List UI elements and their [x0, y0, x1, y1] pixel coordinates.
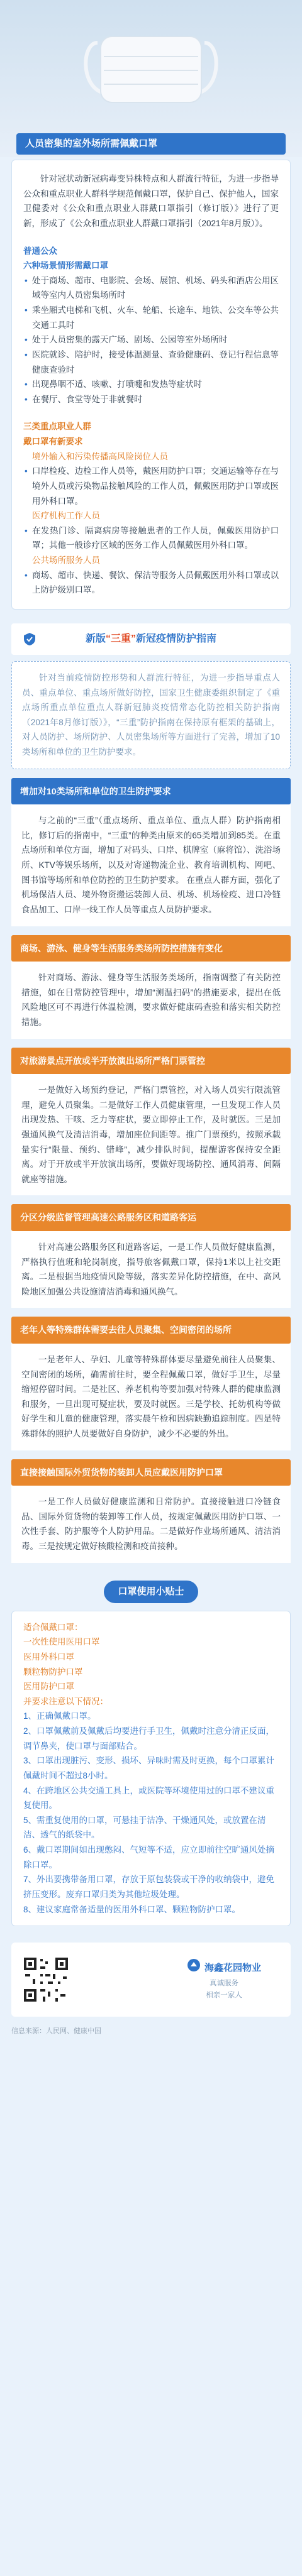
public-six-heading: 六种场景情形需戴口罩 [23, 261, 108, 271]
guide-notice [11, 661, 291, 769]
section-paragraph: 针对高速公路服务区和道路客运，一是工作人员做好健康监测，严格执行值班和轮岗制度，指导旅客佩戴口罩，保持1米以上社交距离。二是根据当地疫情风险等级，落实差异化防控措施，在中、高风险地区加强公共设施清洁消毒和通风换气。 [21, 1242, 281, 1296]
section-paragraph: 与之前的“三重”（重点场所、重点单位、重点人群）防护指南相比，修订后的指南中，“三重”的种类由原来的65类增加到85类。在重点场所和单位方面，增加了对码头、口岸、棋牌室（麻将馆）、洗浴场所、KTV等娱乐场所，以及对寄递物流企业、教育培训机构、网吧、图书馆等场所和单位防控的卫生防护要求。 在重点人群方面，强化了机场保洁人员、境外物资搬运装卸人员、机场、机场检疫、进口冷链食品加工、口岸一线工作人员等重点人员防护要求。 [21, 816, 281, 914]
section-title: 增加对10类场所和单位的卫生防护要求 [11, 778, 291, 805]
tips-rule: 8、建议家庭常备适量的医用外科口罩、颗粒物防护口罩。 [23, 1904, 241, 1914]
banner-highlight: “三重” [105, 633, 136, 644]
occupational-group-label: 境外输入和污染传播高风险岗位人员 [32, 451, 168, 461]
banner-pre: 新版 [85, 633, 106, 644]
public-item: • 乘坐厢式电梯和飞机、火车、轮船、长途车、地铁、公交车等公共交通工具时 [23, 303, 279, 332]
section-title: 老年人等特殊群体需要去往人员聚集、空间密闭的场所 [11, 1317, 291, 1344]
occupational-group-body: • 口岸检疫、边检工作人员等，戴医用防护口罩；交通运输等存在与境外人员或污染物品接触风险的工作人员，佩戴医用防护口罩或医用外科口罩。 [23, 464, 279, 508]
section-body [11, 1486, 291, 1563]
section-paragraph: 一是做好入场预约登记，严格门票管控，对入场人员实行限流管理，避免人员聚集。二是做好工作人员健康管理，一旦发现工作人员出现发热、干咳、乏力等症状，要立即停止工作，及时就医。三是加强通风换气及清洁消毒，增加座位间距等。推广门票预约，按照承载量实行“限量、预约、错峰”，减少排队时间，提醒游客保持安全距离。对于开放或半开放演出场所，要做好现场防控、通风消毒、间隔就座等措施。 [21, 1085, 281, 1184]
brand [187, 1958, 261, 1978]
tips-rules-head: 并要求注意以下情况： [23, 1696, 108, 1706]
section-body [11, 962, 291, 1039]
section [0, 935, 302, 1039]
tips-kind: 颗粒物防护口罩 [23, 1667, 83, 1677]
brand-block [167, 1958, 281, 2001]
section-title: 直接接触国际外贸货物的装卸人员应戴医用防护口罩 [11, 1459, 291, 1486]
mask-illustration [79, 18, 223, 129]
brand-slogan: 真诚服务 [210, 1980, 238, 1988]
occupational-group-body: • 商场、超市、快递、餐饮、保洁等服务人员佩戴医用外科口罩或以上防护级别口罩。 [23, 568, 279, 598]
section-body [11, 1344, 291, 1450]
section-title: 对旅游景点开放或半开放演出场所严格门票管控 [11, 1048, 291, 1075]
occupational-heading: 三类重点职业人群 [23, 422, 91, 432]
tips-kind: 医用外科口罩 [23, 1652, 74, 1662]
tips-rule: 1、正确佩戴口罩。 [23, 1711, 96, 1721]
tips-rule: 6、戴口罩期间如出现憋闷、气短等不适，应立即前往空旷通风处摘除口罩。 [23, 1845, 275, 1870]
tips-kind: 医用防护口罩 [23, 1682, 74, 1692]
public-item: • 处于商场、超市、电影院、会场、展馆、机场、码头和酒店公用区域等室内人员密集场所时 [23, 273, 279, 303]
occupational-group-label: 公共场所服务人员 [32, 556, 100, 565]
intro-paragraph: 针对冠状动新冠病毒变异株特点和人群流行特征，为进一步指导公众和重点职业人群科学规范佩戴口罩，保护自己、保护他人，国家卫健委对《公众和重点职业人群戴口罩指引（修订版）》进行了更新，形成了《公众和重点职业人群戴口罩指引（2021年8月版）》。 [23, 174, 279, 228]
brand-logo-icon [187, 1958, 201, 1978]
banner-post: 新冠疫情防护指南 [136, 633, 217, 644]
section [0, 778, 302, 926]
section-body [11, 1074, 291, 1195]
public-item: • 医院就诊、陪护时，接受体温测量、查验健康码、登记行程信息等健康查验时 [23, 348, 279, 377]
guide-banner [11, 623, 291, 655]
tips-rule: 7、外出要携带备用口罩，存放于原包装袋或干净的收纳袋中，避免挤压变形。废弃口罩归类为其他垃圾处理。 [23, 1875, 275, 1899]
occupational-group-label: 医疗机构工作人员 [32, 511, 100, 521]
tips-rule: 5、需重复使用的口罩，可悬挂于洁净、干燥通风处，或放置在清洁、透气的纸袋中。 [23, 1815, 266, 1840]
public-heading: 普通公众 [23, 246, 57, 256]
section [0, 1459, 302, 1563]
hero [0, 0, 302, 157]
tips-kind: 一次性使用医用口罩 [23, 1637, 100, 1647]
section [0, 1317, 302, 1450]
tips-card [11, 1611, 291, 1927]
qr-code[interactable] [21, 1955, 70, 2004]
footer [11, 1943, 291, 2017]
section-paragraph: 针对商场、游泳、健身等生活服务类场所，指南调整了有关防控措施，如在日常防控管理中，增加“测温扫码”的措施要求，提出在低风险地区可不再进行体温检测，要求做好健康码查验和落实相关防控措施。 [21, 973, 281, 1027]
section-body [11, 804, 291, 926]
tips-title: 口罩使用小贴士 [104, 1581, 198, 1603]
public-item: • 出现鼻咽不适、咳嗽、打喷嚏和发热等症状时 [23, 377, 279, 392]
notice-paragraph: 针对当前疫情防控形势和人群流行特征，为进一步指导重点人员、重点单位、重点场所做好防控，国家卫生健康委组织制定了《重点场所重点单位重点人群新冠肺炎疫情常态化防控相关防护指南（2021年8月修订版）》，“三重”防护指南在保持原有框架的基础上，对人员防护、场所防护、人员密集场所等方面进行了完善，增加了10类场所和单位的卫生防护要求。 [22, 672, 280, 757]
brand-name: 海鑫花园物业 [204, 1962, 261, 1973]
brand-slogan: 相亲一家人 [206, 1991, 242, 1999]
intro-card [11, 160, 291, 610]
hero-title: 人员密集的室外场所需佩戴口罩 [16, 133, 286, 155]
tips-rule: 3、口罩出现脏污、变形、损坏、异味时需及时更换，每个口罩累计佩戴时间不超过8小时。 [23, 1756, 275, 1780]
section-title: 分区分级监督管理高速公路服务区和道路客运 [11, 1204, 291, 1231]
public-item: • 在餐厅、食堂等处于非就餐时 [23, 392, 279, 407]
tips-intro: 适合佩戴口罩： [23, 1622, 83, 1632]
section [0, 1048, 302, 1196]
section-paragraph: 一是老年人、孕妇、儿童等特殊群体要尽量避免前往人员聚集、空间密闭的场所，确需前往时，要全程佩戴口罩，做好手卫生，尽量缩短停留时间。二是社区、养老机构等要加强对特殊人群的健康监测和服务，一旦出现可疑症状，要及时就医。三是学校、托幼机构等做好学生和儿童的健康管理，落实晨午检和因病缺勤追踪制度。四是特殊群体的照护人员要做好自身防护，减少不必要的外出。 [21, 1354, 281, 1439]
section-paragraph: 一是工作人员做好健康监测和日常防护。直接接触进口冷链食品、国际外贸货物的装卸等工作人员，按规定佩戴医用防护口罩、一次性手套、防护服等个人防护用品。二是做好作业场所通风、清洁消毒。三是按规定做好核酸检测和疫苗接种。 [21, 1497, 281, 1551]
tips-rule: 2、口罩佩戴前及佩戴后均要进行手卫生，佩戴时注意分清正反面，调节鼻夹，使口罩与面部贴合。 [23, 1726, 275, 1751]
tips-header [11, 1579, 291, 1604]
source-note: 信息来源：人民网、健康中国 [11, 2027, 101, 2036]
occupational-group-body: • 在发热门诊、隔离病房等接触患者的工作人员，佩戴医用防护口罩；其他一般诊疗区域的医务工作人员佩戴医用外科口罩。 [23, 523, 279, 553]
tips-rule: 4、在跨地区公共交通工具上，或医院等环境使用过的口罩不建议重复使用。 [23, 1785, 275, 1811]
public-item: • 处于人员密集的露天广场、剧场、公园等室外场所时 [23, 332, 279, 348]
section [0, 1204, 302, 1308]
section-body [11, 1231, 291, 1308]
section-title: 商场、游泳、健身等生活服务类场所防控措施有变化 [11, 935, 291, 962]
occupational-sub: 戴口罩有新要求 [23, 437, 83, 446]
shield-icon [23, 632, 36, 646]
